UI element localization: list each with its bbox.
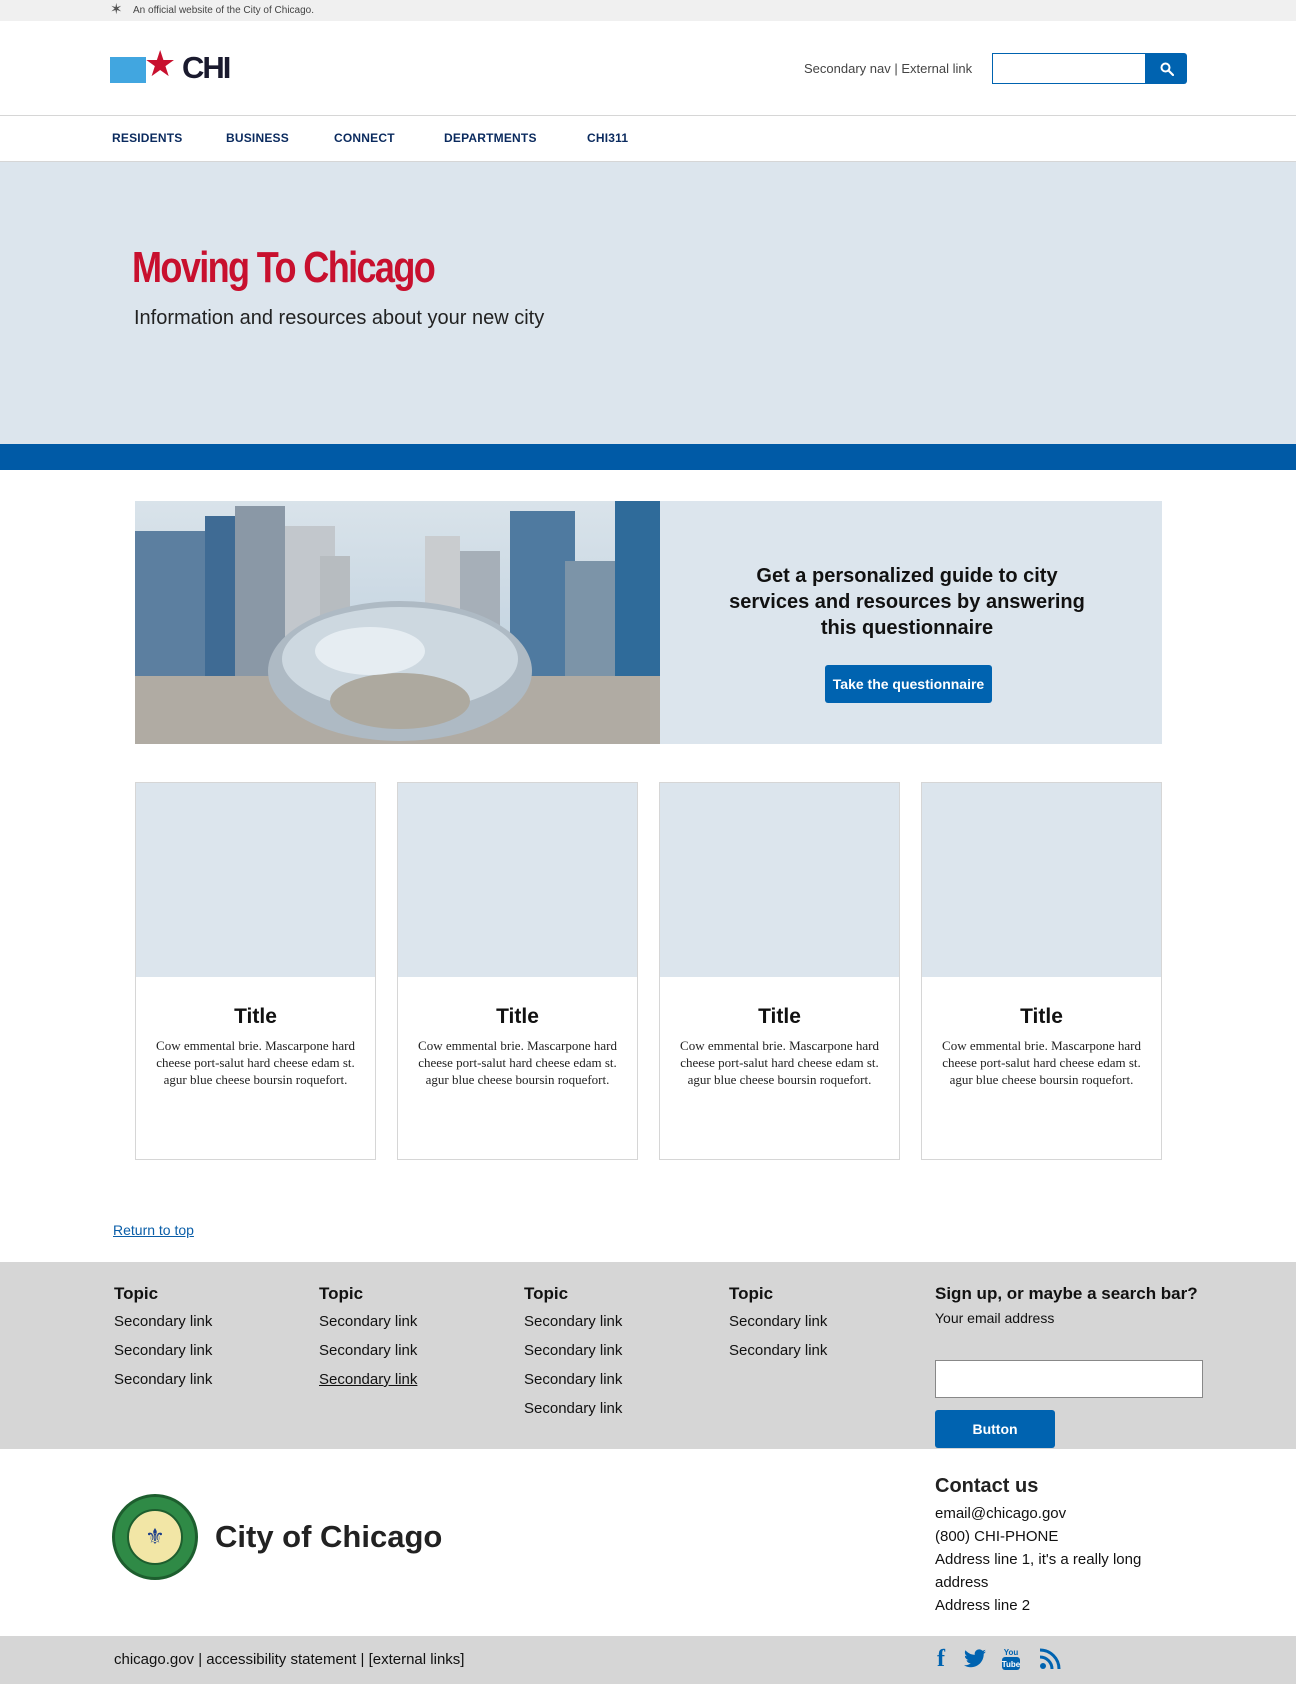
email-field[interactable] xyxy=(935,1360,1203,1398)
card-image xyxy=(398,783,637,977)
nav-item-chi311[interactable]: CHI311 xyxy=(587,131,629,145)
nav-item-departments[interactable]: DEPARTMENTS xyxy=(444,131,537,145)
svg-text:You: You xyxy=(1003,1648,1019,1657)
signup-heading: Sign up, or maybe a search bar? xyxy=(935,1284,1198,1303)
footer-link[interactable]: Secondary link xyxy=(114,1313,213,1330)
logo-text: CHI xyxy=(182,50,230,85)
footer-column xyxy=(729,1284,827,1369)
nav-item-connect[interactable]: CONNECT xyxy=(334,131,395,145)
card-image xyxy=(922,783,1161,977)
city-name: City of Chicago xyxy=(215,1519,443,1554)
footer-link[interactable]: Secondary link xyxy=(319,1342,418,1359)
promo-heading: Get a personalized guide to city services and resources by answering this questionnaire xyxy=(729,565,1085,639)
card-title: Title xyxy=(234,1005,277,1028)
secondary-nav[interactable]: Secondary nav | External link xyxy=(804,61,973,76)
card-body: Cow emmental brie. Mascarpone hard cheese port-salut hard cheese edam st. agur blue cheese boursin roquefort. xyxy=(680,1038,879,1087)
nav-item-business[interactable]: BUSINESS xyxy=(226,131,289,145)
footer-main xyxy=(0,1449,1296,1636)
card-title: Title xyxy=(1020,1005,1063,1028)
rss-icon[interactable] xyxy=(1038,1646,1062,1672)
footer-topic: Topic xyxy=(524,1284,569,1303)
card[interactable] xyxy=(135,782,376,1160)
hero-section xyxy=(0,162,1296,444)
page-subtitle: Information and resources about your new city xyxy=(134,307,545,329)
email-label: Your email address xyxy=(935,1310,1055,1326)
return-to-top-link[interactable]: Return to top xyxy=(113,1222,194,1238)
footer-topic: Topic xyxy=(114,1284,159,1303)
footer-link[interactable]: Secondary link xyxy=(319,1371,418,1388)
card-body: Cow emmental brie. Mascarpone hard cheese port-salut hard cheese edam st. agur blue cheese boursin roquefort. xyxy=(942,1038,1141,1087)
contact-heading: Contact us xyxy=(935,1475,1039,1497)
questionnaire-promo xyxy=(135,501,1162,744)
page-title: Moving To Chicago xyxy=(132,243,435,292)
contact-address-2: Address line 2 xyxy=(935,1597,1031,1614)
official-banner xyxy=(0,0,1296,21)
logo-star-icon: ★ xyxy=(144,43,177,84)
card-title: Title xyxy=(496,1005,539,1028)
footer-link[interactable]: Secondary link xyxy=(114,1342,213,1359)
search-input[interactable] xyxy=(992,53,1146,84)
footer-links xyxy=(0,1262,1296,1449)
footer-link[interactable]: Secondary link xyxy=(729,1342,828,1359)
footer-link[interactable]: Secondary link xyxy=(524,1313,623,1330)
facebook-icon[interactable]: f xyxy=(937,1646,945,1672)
contact-address-1: Address line 1, it's a really long address xyxy=(935,1551,1142,1591)
card-body: Cow emmental brie. Mascarpone hard cheese port-salut hard cheese edam st. agur blue cheese boursin roquefort. xyxy=(156,1038,355,1087)
logo-blue-block xyxy=(110,57,146,83)
footer-link[interactable]: Secondary link xyxy=(114,1371,213,1388)
official-banner-text: An official website of the City of Chicago. xyxy=(133,5,315,16)
contact-phone[interactable]: (800) CHI-PHONE xyxy=(935,1528,1059,1545)
footer-link[interactable]: Secondary link xyxy=(524,1371,623,1388)
footer-link[interactable]: Secondary link xyxy=(524,1342,623,1359)
footer-column xyxy=(319,1284,417,1398)
card[interactable] xyxy=(921,782,1162,1160)
bottom-bar xyxy=(0,1636,1296,1684)
footer-column xyxy=(524,1284,622,1427)
city-seal-logo xyxy=(112,1494,198,1580)
bottom-links[interactable]: chicago.gov | accessibility statement | [external links] xyxy=(114,1651,465,1668)
card-image xyxy=(660,783,899,977)
footer-column xyxy=(114,1284,212,1398)
signup-button[interactable]: Button xyxy=(935,1410,1055,1448)
svg-text:Tube: Tube xyxy=(1001,1660,1021,1669)
footer-link[interactable]: Secondary link xyxy=(729,1313,828,1330)
site-header xyxy=(0,21,1296,116)
footer-link[interactable]: Secondary link xyxy=(524,1400,623,1417)
card[interactable] xyxy=(659,782,900,1160)
seal-emblem-icon: ⚜ xyxy=(127,1509,183,1565)
main-nav xyxy=(0,117,1296,162)
footer-topic: Topic xyxy=(319,1284,364,1303)
contact-block xyxy=(935,1475,1195,1617)
contact-email[interactable]: email@chicago.gov xyxy=(935,1505,1067,1522)
search-button[interactable] xyxy=(1146,53,1187,84)
card-body: Cow emmental brie. Mascarpone hard cheese port-salut hard cheese edam st. agur blue cheese boursin roquefort. xyxy=(418,1038,617,1087)
signup-form xyxy=(935,1284,1235,1437)
chi-logo[interactable] xyxy=(110,43,230,85)
star-icon: ✶ xyxy=(110,1,123,18)
card-image xyxy=(136,783,375,977)
twitter-icon[interactable] xyxy=(962,1646,988,1672)
hero-divider-bar xyxy=(0,444,1296,470)
footer-link[interactable]: Secondary link xyxy=(319,1313,418,1330)
card[interactable] xyxy=(397,782,638,1160)
card-title: Title xyxy=(758,1005,801,1028)
cloud-gate-photo xyxy=(135,501,660,744)
youtube-icon[interactable] xyxy=(1000,1646,1022,1672)
search-icon xyxy=(1160,62,1174,76)
take-questionnaire-button[interactable]: Take the questionnaire xyxy=(825,665,992,703)
nav-item-residents[interactable]: RESIDENTS xyxy=(112,131,183,145)
footer-topic: Topic xyxy=(729,1284,774,1303)
